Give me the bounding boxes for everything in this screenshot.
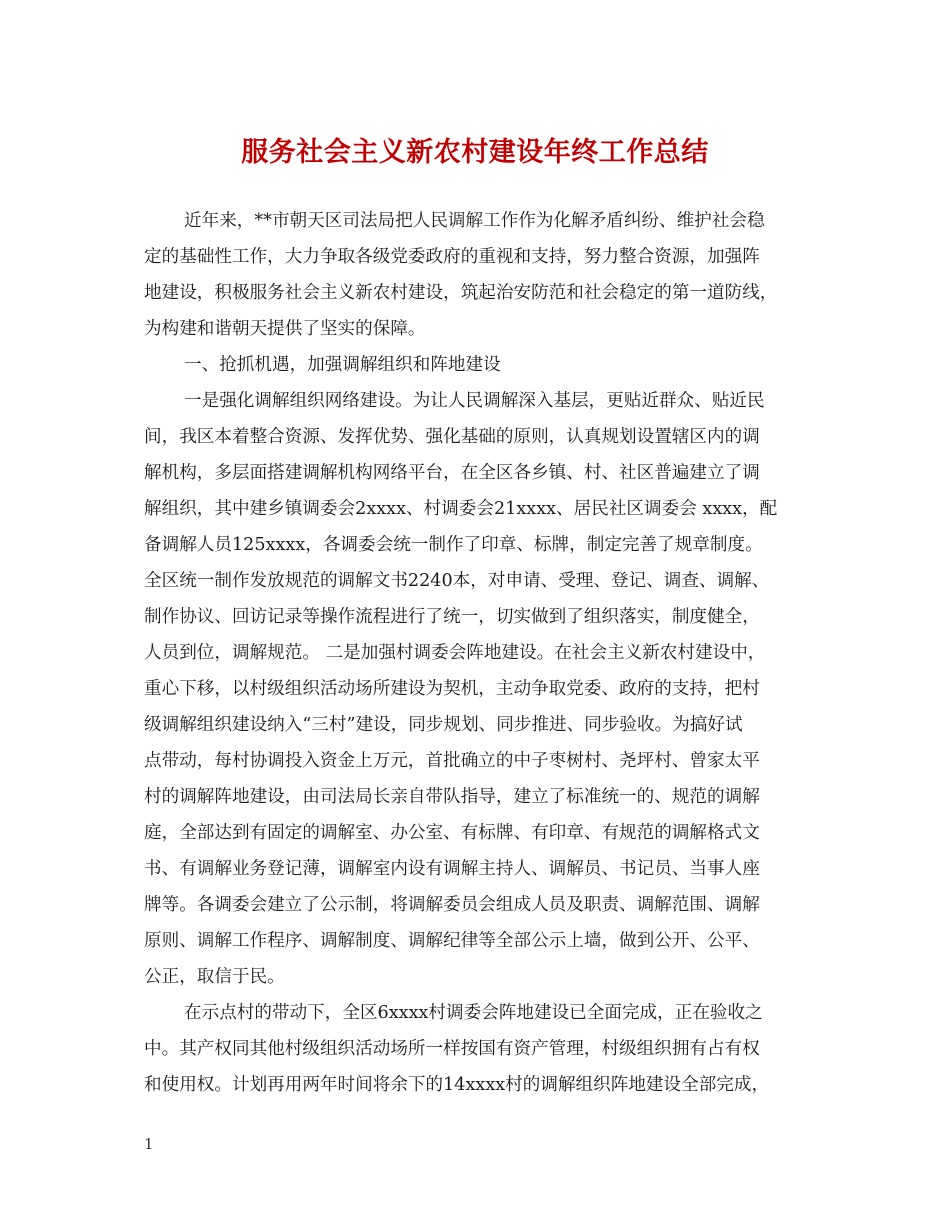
paragraph-line: 点带动，每村协调投入资金上万元，首批确立的中子枣树村、尧坪村、曾家太平 (144, 751, 760, 771)
paragraph-line: 公正，取信于民。 (144, 967, 285, 987)
paragraph-line: 中。其产权同其他村级组织活动场所一样按国有资产管理，村级组织拥有占有权 (144, 1039, 760, 1059)
paragraph-line: 人员到位，调解规范。 二是加强村调委会阵地建设。在社会主义新农村建设中， (144, 643, 766, 663)
paragraph-line: 全区统一制作发放规范的调解文书2240本，对申请、受理、登记、调查、调解、 (144, 571, 770, 591)
paragraph-line: 庭，全部达到有固定的调解室、办公室、有标牌、有印章、有规范的调解格式文 (144, 823, 760, 843)
paragraph-line: 原则、调解工作程序、调解制度、调解纪律等全部公示上墙，做到公开、公平、 (144, 931, 760, 951)
paragraph-line: 重心下移，以村级组织活动场所建设为契机，主动争取党委、政府的支持，把村 (144, 679, 760, 699)
section-heading: 一、抢抓机遇，加强调解组织和阵地建设 (184, 355, 501, 375)
paragraph-line: 牌等。各调委会建立了公示制，将调解委员会组成人员及职责、调解范围、调解 (144, 895, 760, 915)
paragraph-line: 解机构，多层面搭建调解机构网络平台，在全区各乡镇、村、社区普遍建立了调 (144, 463, 760, 483)
paragraph-line: 地建设，积极服务社会主义新农村建设，筑起治安防范和社会稳定的第一道防线， (144, 283, 778, 303)
paragraph-line: 级调解组织建设纳入“三村”建设，同步规划、同步推进、同步验收。为搞好试 (144, 715, 743, 735)
paragraph-line: 定的基础性工作，大力争取各级党委政府的重视和支持，努力整合资源，加强阵 (144, 247, 760, 267)
document-title: 服务社会主义新农村建设年终工作总结 (241, 137, 709, 168)
paragraph-line: 近年来，**市朝天区司法局把人民调解工作作为化解矛盾纠纷、维护社会稳 (184, 211, 765, 231)
paragraph-line: 间，我区本着整合资源、发挥优势、强化基础的原则，认真规划设置辖区内的调 (144, 427, 760, 447)
paragraph-line: 解组织，其中建乡镇调委会2xxxx、村调委会21xxxx、居民社区调委会 xxxx，配 (144, 499, 778, 519)
paragraph-line: 在示点村的带动下，全区6xxxx村调委会阵地建设已全面完成，正在验收之 (184, 1003, 763, 1023)
paragraph-line: 村的调解阵地建设，由司法局长亲自带队指导，建立了标准统一的、规范的调解 (144, 787, 760, 807)
paragraph-line: 制作协议、回访记录等操作流程进行了统一，切实做到了组织落实，制度健全， (144, 607, 760, 627)
paragraph-line: 和使用权。计划再用两年时间将余下的14xxxx村的调解组织阵地建设全部完成， (144, 1075, 770, 1095)
paragraph-line: 为构建和谐朝天提供了坚实的保障。 (144, 319, 426, 339)
page-number: 1 (144, 1135, 154, 1153)
paragraph-line: 书、有调解业务登记薄，调解室内设有调解主持人、调解员、书记员、当事人座 (144, 859, 760, 879)
paragraph-line: 一是强化调解组织网络建设。为让人民调解深入基层，更贴近群众、贴近民 (184, 391, 765, 411)
paragraph-line: 备调解人员125xxxx，各调委会统一制作了印章、标牌，制定完善了规章制度。 (144, 535, 763, 555)
